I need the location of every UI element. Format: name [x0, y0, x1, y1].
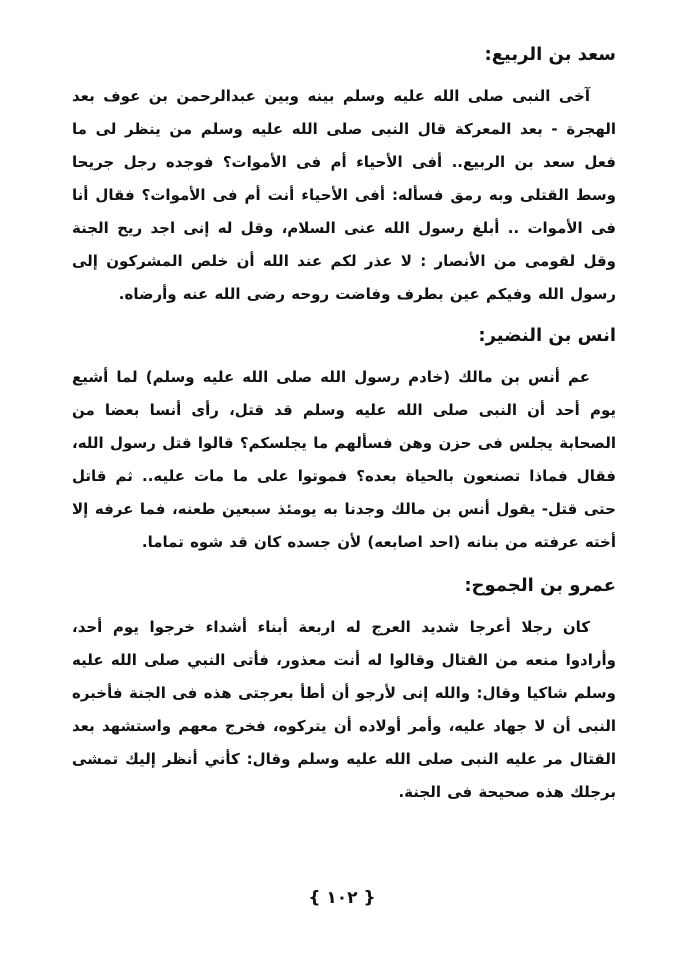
page-number: { ١٠٢ }	[308, 888, 376, 908]
section-body-saad: آخى النبى صلى الله عليه وسلم بينه وبين عبدالرحمن بن عوف بعد الهجرة - بعد المعركة قال النبى صلى الله عليه وسلم من ينظر لى ما فعل سعد بن الربيع.. أفى الأحياء أم فى الأموات؟ فوجده رجل جريحا وسط القتلى وبه رمق فسأله: أفى الأحياء أنت أم فى الأموات؟ فقال أنا فى الأموات .. أبلغ رسول الله عنى السلام، وقل له إنى اجد ريح الجنة وقل لقومى من الأنصار : لا عذر لكم عند الله أن خلص المشركون إلى رسول الله وفيكم عين بطرف وفاضت روحه رضى الله عنه وأرضاه.	[72, 87, 616, 303]
section-title-amr: عمرو بن الجموح:	[464, 575, 616, 596]
section-body-anas: عم أنس بن مالك (خادم رسول الله صلى الله عليه وسلم) لما أشيع يوم أحد أن النبى صلى الله عليه وسلم قد قتل، رأى أنسا بعضا من الصحابة يجلس فى حزن وهن فسألهم ما يجلسكم؟ قالوا قتل رسول الله، فقال فماذا تصنعون بالحياة بعده؟ فموتوا على ما مات عليه.. ثم قاتل حتى قتل- يقول أنس بن مالك وجدنا به يومئذ سبعين طعنه، فما عرفه إلا أخته عرفته من بنانه (احد اصابعه) لأن جسده كان قد شوه تماما.	[72, 368, 616, 551]
section-title-saad: سعد بن الربيع:	[484, 44, 616, 65]
section-body-amr: كان رجلا أعرجا شديد العرج له اربعة أبناء أشداء خرجوا يوم أحد، وأرادوا منعه من القتال وقالوا له أنت معذور، فأتى النبي صلى الله عليه وسلم شاكيا وقال: والله إنى لأرجو أن أطأ بعرجتى هذه فى الجنة فأخبره النبى أن لا جهاد عليه، وأمر أولاده أن يتركوه، فخرج معهم واستشهد بعد القتال مر عليه النبى صلى الله عليه وسلم وقال: كأني أنظر إليك تمشى برجلك هذه صحيحة فى الجنة.	[72, 618, 616, 801]
section-title-anas: انس بن النضير:	[478, 325, 616, 346]
